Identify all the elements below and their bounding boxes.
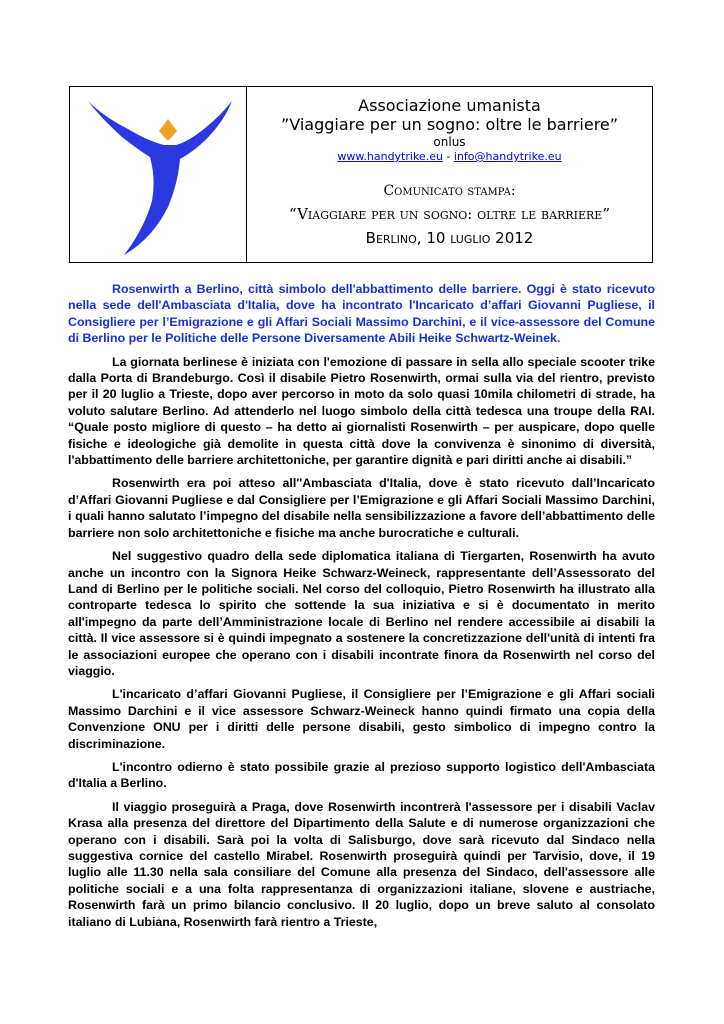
paragraph-giornata: La giornata berlinese è iniziata con l'emozione di passare in sella allo speciale scooter trike dalla Porta di Brandeburgo. Così il disabile Pietro Rosenwirth, ormai sulla via del rientro, previsto per il 20 luglio a Trieste, dopo aver percorso in moto da solo quasi 10mila chilometri di strade, ha voluto salutare Berlino. Ad attenderlo nel luogo simbolo della città tedesca una troupe della RAI. “Quale posto migliore di questo – ha detto ai giornalisti Rosenwirth – per auspicare, dopo quelle fisiche e ideologiche già demolite in questa città dove la convivenza è sinonimo di diversità, l'abbattimento delle barriere architettoniche, per garantire dignità e pari diritti anche ai disabili.” — [68, 354, 655, 468]
org-name-line1: Associazione umanista — [358, 96, 541, 115]
paragraph-firma: L'incaricato d’affari Giovanni Pugliese, il Consigliere per l’Emigrazione e gli Affari sociali Massimo Darchini e il vice assessore Schwarz-Weineck hanno quindi firmato una copia della Convenzione ONU per i diritti delle persone disabili, gesto simbolico di impegno contro la discriminazione. — [68, 687, 655, 751]
lead-paragraph: Rosenwirth a Berlino, città simbolo dell'abbattimento delle barriere. Oggi è stato ricevuto nella sede dell'Ambasciata d'Italia, dove ha incontrato l'Incaricato d’affari Giovanni Pugliese, il Consigliere per l’Emigrazione e gli Affari Sociali Massimo Darchini, e il vice-assessore del Comune di Berlino per le Politiche delle Persone Diversamente Abili Heike Schwartz-Weinek. — [68, 282, 655, 346]
org-name-line2: ”Viaggiare per un sogno: oltre le barriere” — [280, 115, 619, 134]
dateline: Berlino, 10 luglio 2012 — [365, 229, 534, 247]
letterhead-box — [69, 86, 653, 263]
link-separator: - — [442, 150, 454, 163]
article-body — [68, 281, 655, 937]
paragraph-viaggio: Il viaggio proseguirà a Praga, dove Rosenwirth incontrerà l'assessore per i disabili Vaclav Krasa alla presenza del direttore del Dipartimento della Salute e di numerose organizzazioni che operano con i disabili. Sarà poi la volta di Salisburgo, dove sarà ricevuto dal Sindaco nella suggestiva cornice del castello Mirabel. Rosenwirth proseguirà quindi per Tarvisio, dove, il 19 luglio alle 11.30 nella sala consiliare del Comune alla presenza del Sindaco, dell'assessore alle politiche sociali e a una folta rappresentanza di organizzazioni italiane, slovene e austriache, Rosenwirth farà un primo bilancio conclusivo. Il 20 luglio, dopo un breve saluto al consolato italiano di Lubiana, Rosenwirth farà rientro a Trieste, — [68, 799, 655, 929]
logo-head-diamond — [159, 119, 177, 141]
onlus-label: onlus — [433, 135, 466, 149]
header-text-cell — [247, 87, 652, 262]
logo-cell — [70, 87, 247, 262]
contact-links — [247, 150, 652, 163]
press-release-title: “Viaggiare per un sogno: oltre le barriere” — [289, 205, 610, 223]
email-link[interactable]: info@handytrike.eu — [453, 150, 562, 163]
stylized-figure-logo-icon — [82, 89, 236, 261]
logo-figure-shape — [88, 101, 232, 255]
press-release-label: Comunicato stampa: — [383, 183, 516, 199]
paragraph-ambasciata: Rosenwirth era poi atteso all''Ambasciata d'Italia, dove è stato ricevuto dall’Incaricato d’Affari Giovanni Pugliese e dal Consigliere per l’Emigrazione e gli Affari Sociali Massimo Darchini, i quali hanno salutato l’impegno del disabile nella sensibilizzazione a favore dell’abbattimento delle barriere non solo architettoniche e fisiche ma anche burocratiche e culturali. — [68, 476, 655, 540]
website-link[interactable]: www.handytrike.eu — [337, 150, 443, 163]
paragraph-supporto: L'incontro odierno è stato possibile grazie al prezioso supporto logistico dell'Ambasciata d'Italia a Berlino. — [68, 759, 655, 791]
paragraph-tiergarten: Nel suggestivo quadro della sede diplomatica italiana di Tiergarten, Rosenwirth ha avuto anche un incontro con la Signora Heike Schwarz-Weineck, rappresentante dell’Assessorato del Land di Berlino per le politiche sociali. Nel corso del colloquio, Pietro Rosenwirth ha illustrato alla controparte tedesca lo spirito che sottende la sua iniziativa e si è documentato in merito all'impegno da parte dell’Amministrazione locale di Berlino nel rendere accessibile ai disabili la città. Il vice assessore si è quindi impegnato a sostenere la concretizzazione dell'unità di intenti fra le associazioni europee che operano con i disabili incontrate finora da Rosenwirth nel corso del viaggio. — [68, 549, 655, 678]
